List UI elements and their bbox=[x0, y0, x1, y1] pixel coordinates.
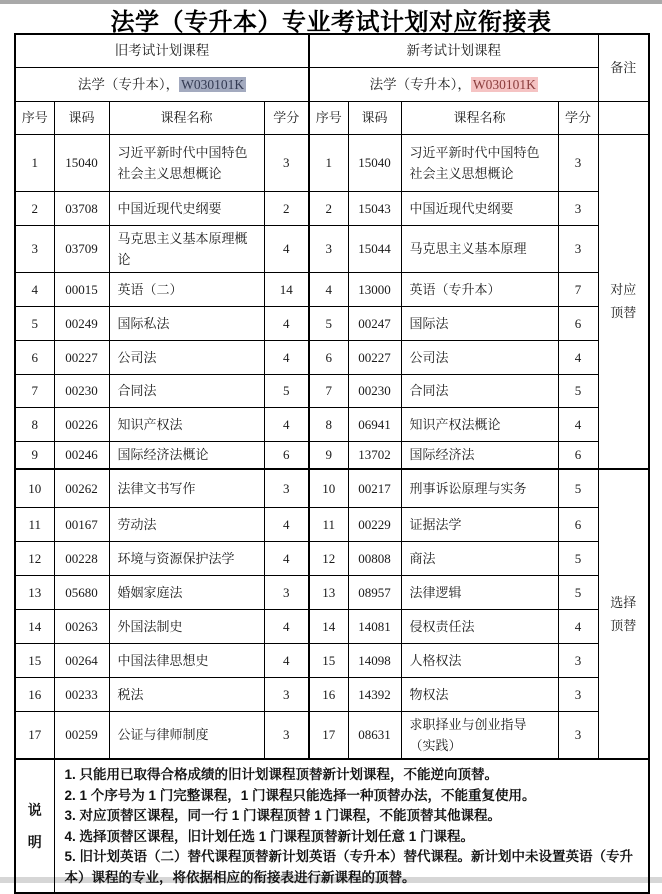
new-course-name-cell: 求职择业与创业指导（实践） bbox=[401, 711, 558, 759]
old-credit-cell: 3 bbox=[264, 469, 309, 507]
table-row bbox=[15, 134, 649, 191]
old-credit-cell: 6 bbox=[264, 441, 309, 469]
col-header-new-seq: 序号 bbox=[309, 101, 348, 134]
old-code-cell: 03709 bbox=[54, 225, 109, 272]
new-course-name-cell: 商法 bbox=[401, 541, 558, 575]
col-header-new-code: 课码 bbox=[348, 101, 401, 134]
remark-spacer-cell bbox=[598, 101, 649, 134]
new-course-name-cell: 公司法 bbox=[401, 340, 558, 374]
old-course-name-cell: 中国近现代史纲要 bbox=[109, 191, 264, 225]
new-major-name: 法学（专升本）， bbox=[369, 76, 471, 92]
old-credit-cell: 4 bbox=[264, 306, 309, 340]
table-row bbox=[15, 711, 649, 759]
old-course-name-cell: 法律文书写作 bbox=[109, 469, 264, 507]
old-credit-cell: 4 bbox=[264, 541, 309, 575]
old-credit-cell: 4 bbox=[264, 407, 309, 441]
old-course-name-cell: 中国法律思想史 bbox=[109, 643, 264, 677]
new-seq-cell: 1 bbox=[309, 134, 348, 191]
old-credit-cell: 4 bbox=[264, 609, 309, 643]
old-seq-cell: 16 bbox=[15, 677, 54, 711]
new-course-name-cell: 英语（专升本） bbox=[401, 272, 558, 306]
old-course-name-cell: 环境与资源保护法学 bbox=[109, 541, 264, 575]
old-course-name-cell: 国际经济法概论 bbox=[109, 441, 264, 469]
old-course-name-cell: 国际私法 bbox=[109, 306, 264, 340]
old-seq-cell: 3 bbox=[15, 225, 54, 272]
new-code-cell: 08631 bbox=[348, 711, 401, 759]
table-row bbox=[15, 643, 649, 677]
note-line-3: 3. 对应顶替区课程，同一行 1 门课程顶替 1 门课程，不能顶替其他课程。 bbox=[64, 808, 502, 823]
new-credit-cell: 4 bbox=[558, 340, 598, 374]
col-header-new-name: 课程名称 bbox=[401, 101, 558, 134]
table-row bbox=[15, 340, 649, 374]
new-credit-cell: 4 bbox=[558, 407, 598, 441]
old-course-name-cell: 知识产权法 bbox=[109, 407, 264, 441]
old-credit-cell: 3 bbox=[264, 134, 309, 191]
new-course-name-cell: 知识产权法概论 bbox=[401, 407, 558, 441]
new-course-name-cell: 合同法 bbox=[401, 374, 558, 407]
new-code-cell: 13702 bbox=[348, 441, 401, 469]
new-credit-cell: 3 bbox=[558, 134, 598, 191]
col-header-old-name: 课程名称 bbox=[109, 101, 264, 134]
old-code-cell: 00259 bbox=[54, 711, 109, 759]
old-credit-cell: 5 bbox=[264, 374, 309, 407]
remark-header bbox=[598, 34, 649, 101]
section-header-row bbox=[15, 34, 649, 67]
new-course-name-cell: 刑事诉讼原理与实务 bbox=[401, 469, 558, 507]
remark-header-text: 备注 bbox=[610, 60, 637, 76]
new-course-name-cell: 国际经济法 bbox=[401, 441, 558, 469]
old-plan-header: 旧考试计划课程 bbox=[15, 34, 309, 67]
table-row bbox=[15, 225, 649, 272]
old-credit-cell: 4 bbox=[264, 643, 309, 677]
old-major-label bbox=[15, 67, 309, 101]
old-course-name-cell: 公证与律师制度 bbox=[109, 711, 264, 759]
new-course-name-cell: 马克思主义基本原理 bbox=[401, 225, 558, 272]
new-seq-cell: 12 bbox=[309, 541, 348, 575]
new-credit-cell: 3 bbox=[558, 191, 598, 225]
major-row bbox=[15, 67, 649, 101]
new-seq-cell: 14 bbox=[309, 609, 348, 643]
new-credit-cell: 5 bbox=[558, 575, 598, 609]
old-seq-cell: 1 bbox=[15, 134, 54, 191]
old-credit-cell: 2 bbox=[264, 191, 309, 225]
new-code-cell: 14392 bbox=[348, 677, 401, 711]
column-header-row bbox=[15, 101, 649, 134]
col-header-old-credit: 学分 bbox=[264, 101, 309, 134]
new-major-code-highlight: W030101K bbox=[472, 76, 536, 92]
new-seq-cell: 11 bbox=[309, 507, 348, 541]
table-row bbox=[15, 609, 649, 643]
old-code-cell: 00264 bbox=[54, 643, 109, 677]
new-seq-cell: 15 bbox=[309, 643, 348, 677]
old-credit-cell: 3 bbox=[264, 711, 309, 759]
new-course-name-cell: 人格权法 bbox=[401, 643, 558, 677]
new-code-cell: 13000 bbox=[348, 272, 401, 306]
old-course-name-cell: 合同法 bbox=[109, 374, 264, 407]
remark-group-cell bbox=[598, 469, 649, 759]
col-header-old-code: 课码 bbox=[54, 101, 109, 134]
new-course-name-cell: 习近平新时代中国特色社会主义思想概论 bbox=[401, 134, 558, 191]
new-seq-cell: 7 bbox=[309, 374, 348, 407]
old-seq-cell: 6 bbox=[15, 340, 54, 374]
new-seq-cell: 17 bbox=[309, 711, 348, 759]
table-row bbox=[15, 541, 649, 575]
note-line-2: 2. 1 个序号为 1 门完整课程，1 门课程只能选择一种顶替办法，不能重复使用。 bbox=[64, 787, 536, 803]
new-credit-cell: 5 bbox=[558, 541, 598, 575]
new-seq-cell: 6 bbox=[309, 340, 348, 374]
old-major-code-highlight: W030101K bbox=[181, 76, 245, 92]
old-seq-cell: 2 bbox=[15, 191, 54, 225]
old-code-cell: 00249 bbox=[54, 306, 109, 340]
new-course-name-cell: 法律逻辑 bbox=[401, 575, 558, 609]
new-seq-cell: 10 bbox=[309, 469, 348, 507]
old-major-name: 法学（专升本）， bbox=[77, 76, 180, 92]
remark-group-text: 对应顶替 bbox=[610, 282, 637, 321]
old-credit-cell: 14 bbox=[264, 272, 309, 306]
table-row bbox=[15, 441, 649, 469]
old-credit-cell: 4 bbox=[264, 340, 309, 374]
remark-group-text: 选择顶替 bbox=[610, 595, 637, 633]
new-credit-cell: 3 bbox=[558, 225, 598, 272]
new-code-cell: 08957 bbox=[348, 575, 401, 609]
old-seq-cell: 12 bbox=[15, 541, 54, 575]
new-seq-cell: 16 bbox=[309, 677, 348, 711]
old-course-name-cell: 外国法制史 bbox=[109, 609, 264, 643]
old-credit-cell: 4 bbox=[264, 225, 309, 272]
col-header-new-credit: 学分 bbox=[558, 101, 598, 134]
note-line-1: 1. 只能用已取得合格成绩的旧计划课程顶替新计划课程，不能逆向顶替。 bbox=[64, 767, 499, 782]
old-course-name-cell: 婚姻家庭法 bbox=[109, 575, 264, 609]
new-seq-cell: 4 bbox=[309, 272, 348, 306]
old-code-cell: 00262 bbox=[54, 469, 109, 507]
new-seq-cell: 3 bbox=[309, 225, 348, 272]
new-seq-cell: 8 bbox=[309, 407, 348, 441]
old-seq-cell: 11 bbox=[15, 507, 54, 541]
new-code-cell: 15043 bbox=[348, 191, 401, 225]
old-code-cell: 00167 bbox=[54, 507, 109, 541]
old-seq-cell: 9 bbox=[15, 441, 54, 469]
new-course-name-cell: 证据法学 bbox=[401, 507, 558, 541]
new-course-name-cell: 侵权责任法 bbox=[401, 609, 558, 643]
old-code-cell: 03708 bbox=[54, 191, 109, 225]
old-course-name-cell: 英语（二） bbox=[109, 272, 264, 306]
table-row bbox=[15, 677, 649, 711]
old-seq-cell: 8 bbox=[15, 407, 54, 441]
notes-row bbox=[15, 759, 649, 893]
new-plan-header: 新考试计划课程 bbox=[309, 34, 598, 67]
new-code-cell: 00229 bbox=[348, 507, 401, 541]
new-credit-cell: 6 bbox=[558, 306, 598, 340]
new-credit-cell: 3 bbox=[558, 711, 598, 759]
notes-label-text: 说明 bbox=[27, 802, 42, 850]
old-code-cell: 00227 bbox=[54, 340, 109, 374]
new-credit-cell: 5 bbox=[558, 469, 598, 507]
new-course-name-cell: 物权法 bbox=[401, 677, 558, 711]
old-credit-cell: 4 bbox=[264, 507, 309, 541]
new-course-name-cell: 国际法 bbox=[401, 306, 558, 340]
new-code-cell: 00227 bbox=[348, 340, 401, 374]
new-credit-cell: 5 bbox=[558, 374, 598, 407]
table-row bbox=[15, 191, 649, 225]
old-course-name-cell: 习近平新时代中国特色社会主义思想概论 bbox=[109, 134, 264, 191]
new-credit-cell: 3 bbox=[558, 677, 598, 711]
table-row bbox=[15, 374, 649, 407]
new-credit-cell: 4 bbox=[558, 609, 598, 643]
notes-label bbox=[15, 759, 54, 893]
old-seq-cell: 7 bbox=[15, 374, 54, 407]
note-line-4: 4. 选择顶替区课程，旧计划任选 1 门课程顶替新计划任意 1 门课程。 bbox=[64, 828, 475, 844]
new-credit-cell: 3 bbox=[558, 643, 598, 677]
old-course-name-cell: 公司法 bbox=[109, 340, 264, 374]
old-seq-cell: 17 bbox=[15, 711, 54, 759]
page-title: 法学（专升本）专业考试计划对应衔接表 bbox=[110, 10, 552, 36]
new-major-label bbox=[309, 67, 598, 101]
new-code-cell: 00808 bbox=[348, 541, 401, 575]
new-code-cell: 15040 bbox=[348, 134, 401, 191]
new-seq-cell: 9 bbox=[309, 441, 348, 469]
old-credit-cell: 3 bbox=[264, 677, 309, 711]
new-code-cell: 00230 bbox=[348, 374, 401, 407]
old-code-cell: 00228 bbox=[54, 541, 109, 575]
correspondence-table bbox=[14, 33, 650, 894]
new-code-cell: 14081 bbox=[348, 609, 401, 643]
old-code-cell: 00233 bbox=[54, 677, 109, 711]
old-course-name-cell: 马克思主义基本原理概论 bbox=[109, 225, 264, 272]
new-seq-cell: 13 bbox=[309, 575, 348, 609]
new-credit-cell: 7 bbox=[558, 272, 598, 306]
notes-content bbox=[54, 759, 649, 893]
new-code-cell: 06941 bbox=[348, 407, 401, 441]
old-seq-cell: 5 bbox=[15, 306, 54, 340]
old-code-cell: 00246 bbox=[54, 441, 109, 469]
col-header-old-seq: 序号 bbox=[15, 101, 54, 134]
old-seq-cell: 14 bbox=[15, 609, 54, 643]
old-credit-cell: 3 bbox=[264, 575, 309, 609]
new-code-cell: 00247 bbox=[348, 306, 401, 340]
new-course-name-cell: 中国近现代史纲要 bbox=[401, 191, 558, 225]
new-seq-cell: 5 bbox=[309, 306, 348, 340]
note-line-5: 5. 旧计划英语（二）替代课程顶替新计划英语（专升本）替代课程。新计划中未设置英语（专升本）课程的专业，将依据相应的衔接表进行新课程的顶替。 bbox=[64, 849, 634, 885]
table-row bbox=[15, 469, 649, 507]
old-code-cell: 00230 bbox=[54, 374, 109, 407]
old-course-name-cell: 税法 bbox=[109, 677, 264, 711]
old-code-cell: 05680 bbox=[54, 575, 109, 609]
table-row bbox=[15, 272, 649, 306]
old-seq-cell: 4 bbox=[15, 272, 54, 306]
old-code-cell: 15040 bbox=[54, 134, 109, 191]
new-code-cell: 14098 bbox=[348, 643, 401, 677]
new-credit-cell: 6 bbox=[558, 507, 598, 541]
old-code-cell: 00015 bbox=[54, 272, 109, 306]
old-seq-cell: 10 bbox=[15, 469, 54, 507]
new-code-cell: 00217 bbox=[348, 469, 401, 507]
new-seq-cell: 2 bbox=[309, 191, 348, 225]
table-row bbox=[15, 306, 649, 340]
old-seq-cell: 15 bbox=[15, 643, 54, 677]
table-row bbox=[15, 507, 649, 541]
old-course-name-cell: 劳动法 bbox=[109, 507, 264, 541]
new-credit-cell: 6 bbox=[558, 441, 598, 469]
old-code-cell: 00263 bbox=[54, 609, 109, 643]
old-code-cell: 00226 bbox=[54, 407, 109, 441]
table-row bbox=[15, 407, 649, 441]
new-code-cell: 15044 bbox=[348, 225, 401, 272]
remark-group-cell bbox=[598, 134, 649, 469]
old-seq-cell: 13 bbox=[15, 575, 54, 609]
table-row bbox=[15, 575, 649, 609]
